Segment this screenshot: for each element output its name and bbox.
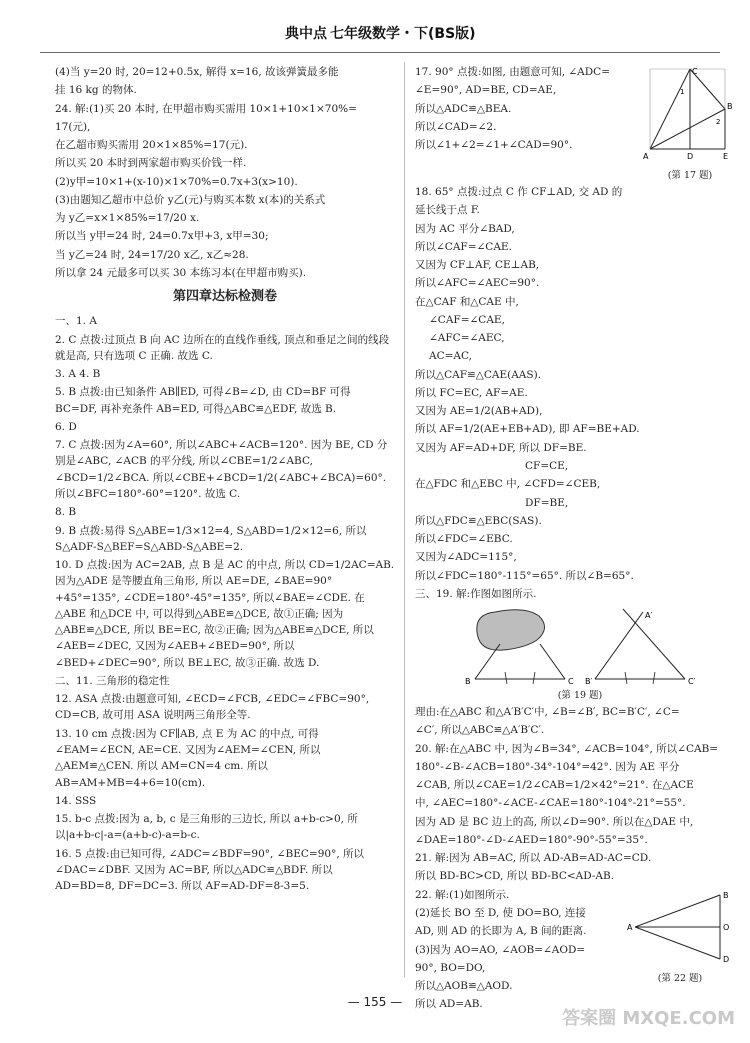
text-line: (3)由题知乙超市中总价 y乙(元)与购买本数 x(本)的关系式 [55, 193, 326, 206]
left-column [55, 64, 395, 896]
text-line: 为 y乙=x×1×85%=17/20 x. [55, 212, 200, 225]
text-line: 因为 AC 平分∠BAD, [415, 222, 515, 235]
answer-item: 5. B 点拨:由已知条件 AB∥ED, 可得∠B=∠D, 由 CD=BF 可得 BC=DF, 再补充条件 AB=ED, 可得△ABC≌△EDF, 故选 B. [55, 386, 351, 415]
q21-block [415, 850, 745, 885]
answer-item: 2. C 点拨:过顶点 B 向 AC 边所在的直线作垂线, 顶点和垂足之间的线段就是高, 只有选项 C 正确. 故选 C. [55, 333, 390, 362]
text-line: 当 y乙=24 时, 24=17/20 x乙, x乙≈28. [55, 248, 249, 261]
text-line: 21. 解:因为 AB=AC, 所以 AD-AB=AD-AC=CD. [415, 852, 652, 865]
svg-text:B: B [727, 102, 733, 111]
text-line: 所以∠CAD=∠2. [415, 120, 497, 133]
answer-item: 9. B 点拨:易得 S△ABE=1/3×12=4, S△ABD=1/2×12=6, 所以 S△ADF-S△BEF=S△ABD-S△ABE=2. [55, 524, 367, 553]
text-line: 延长线于点 F. [415, 204, 480, 217]
text-line: 所以∠AFC=∠AEC=90°. [415, 277, 540, 290]
svg-text:E: E [723, 152, 729, 161]
header-rule [40, 52, 720, 53]
q17-block [415, 64, 745, 184]
text-line: 180°-∠B-∠ACB=180°-34°-104°=42°. 因为 AE 平分 [415, 760, 680, 773]
answer-item: 3. A 4. B [55, 368, 101, 381]
text-line: 在乙超市购买需用 20×1×85%=17(元). [55, 139, 248, 152]
figure-17-caption: (第 17 题) [667, 170, 713, 182]
text-line: 24. 解:(1)买 20 本时, 在甲超市购买需用 10×1+10×1×70%= [55, 102, 357, 115]
figure-19-caption: (第 19 题) [557, 690, 603, 702]
text-line: (2)延长 BO 至 D, 使 DO=BO, 连接 [415, 907, 586, 919]
answer-item: 12. ASA 点拨:由题意可知, ∠ECD=∠FCB, ∠EDC=∠FBC=90°, CD=CB, 故可用 ASA 说明两三角形全等. [55, 693, 370, 722]
text-line: 90°, BO=DO, [415, 961, 486, 974]
answer-item: 10. D 点拨:因为 AC=2AB, 点 B 是 AC 的中点, 所以 CD=1/2AC=AB. 因为△ADE 是等腰直角三角形, 所以 AE=DE, ∠BAE=90°+45°=135°, ∠CDE=180°-45°=135°, 所以∠BAE=∠CDE. 在△ABE 和△DCE 中, 可以得到△ABE≌△DCE, 故①正确; 因为△ABE≌△DCE, 所以 BE=EC, 故②正确; 因为△ABE≌△DCE, 所以∠AEB=∠DEC, 又因为∠AEB+∠BED=90°, 所以∠BED+∠DEC=90°, 所以 BE⊥EC, 故③正确. 故选 D. [55, 559, 395, 669]
text-line: 所以 AD=AB. [415, 998, 483, 1011]
text-line: 所以 AF=1/2(AE+EB+AD), 即 AF=BE+AD. [415, 423, 640, 436]
figure-17-diagram [640, 64, 736, 164]
answer-item: 7. C 点拨:因为∠A=60°, 所以∠ABC+∠ACB=120°. 因为 BE, CD 分别是∠ABC, ∠ACB 的平分线, 所以∠CBE=1/2∠ABC, ∠BCD=1/2∠BCA. 所以∠CBE+∠BCD=1/2(∠ABC+∠BCA)=60°. 所以∠BFC=180°-60°=120°. 故选 C. [55, 439, 388, 500]
svg-text:C′: C′ [688, 677, 696, 685]
text-line: 又因为 AF=AD+DF, 所以 DF=BE. [415, 441, 587, 454]
text-line: 所以拿 24 元最多可以买 30 本练习本(在甲超市购买). [55, 266, 307, 279]
answer-item: 一、1. A [55, 315, 97, 328]
text-line: 所以∠CAF=∠CAE. [415, 240, 512, 253]
text-line: 所以当 y甲=24 时, 24=0.7x甲+3, x甲=30; [55, 230, 269, 243]
answer-list [55, 313, 395, 894]
svg-text:A′: A′ [645, 611, 653, 621]
q19-heading: 三、19. 解:作图如图所示. [415, 587, 537, 600]
text-line: 所以△FDC≌△EBC(SAS). [415, 514, 542, 527]
figure-17 [640, 64, 740, 184]
answer-item: 6. D [55, 420, 77, 433]
svg-text:2: 2 [716, 118, 721, 126]
text-line: ∠E=90°, AD=BE, CD=AE, [415, 84, 557, 97]
text-line: 所以∠FDC=∠EBC. [415, 533, 513, 546]
text-line: CF=CE, [525, 459, 569, 472]
text-line: (2)y甲=10×1+(x-10)×1×70%=0.7x+3(x>10). [55, 175, 298, 188]
svg-text:C: C [568, 677, 574, 685]
text-line: ∠C′, 所以△ABC≌△A′B′C′. [415, 724, 545, 737]
text-line: 17(元), [55, 120, 91, 133]
svg-text:B′: B′ [585, 677, 593, 685]
q20-block [415, 741, 745, 849]
text-line: DF=BE, [525, 496, 569, 509]
text-line: 22. 解:(1)如图所示. [415, 888, 510, 901]
svg-text:O: O [723, 922, 730, 932]
q17-text [415, 64, 640, 184]
svg-text:A: A [643, 152, 649, 161]
text-line: 又因为 CF⊥AF, CE⊥AB, [415, 259, 540, 272]
text-line: 所以 BD-BC>CD, 所以 BD-BC<AD-AB. [415, 870, 615, 883]
text-line: 所以△CAF≌△CAE(AAS). [415, 368, 542, 381]
text-line: 又因为∠ADC=115°, [415, 551, 517, 564]
text-line: 20. 解:在△ABC 中, 因为∠B=34°, ∠ACB=104°, 所以∠CAB= [415, 742, 719, 755]
text-line: 挂 16 kg 的物体. [55, 84, 137, 97]
text-line: 因为 AD 是 BC 边上的高, 所以∠D=90°. 所以在△DAE 中, [415, 815, 694, 828]
svg-text:C: C [692, 67, 698, 76]
svg-text:1: 1 [680, 88, 685, 96]
watermark-logo: 答案圈 MXQE.COM [562, 1008, 735, 1030]
answer-item: 15. b-c 点拨:因为 a, b, c 是三角形的三边长, 所以 a+b-c>0, 所以|a+b-c|-a=(a+b-c)-a=b-c. [55, 813, 358, 842]
page-number: — 155 — [347, 995, 403, 1009]
text-line: (4)当 y=20 时, 20=12+0.5x, 解得 x=16, 故该弹簧最多能 [55, 66, 339, 78]
book-title: 七年级数学・下(BS版) [330, 26, 476, 42]
text-line: AC=AC, [429, 350, 472, 363]
answer-item: 14. SSS [55, 794, 97, 807]
text-line: 又因为 AE=1/2(AB+AD), [415, 405, 543, 418]
right-column [415, 64, 745, 1015]
text-line: 所以∠1+∠2=∠1+∠CAD=90°. [415, 139, 573, 152]
text-line: 所以△AOB≌△AOD. [415, 980, 513, 993]
section-title: 第四章达标检测卷 [172, 289, 277, 305]
text-line: 在△CAF 和△CAE 中, [415, 295, 519, 308]
column-divider [404, 62, 405, 977]
svg-text:D: D [687, 152, 694, 161]
answer-item: 16. 5 点拨:由已知可得, ∠ADC=∠BDF=90°, ∠BEC=90°, 所以∠DAC=∠DBF. 又因为 AC=BF, 所以△ADC≌△BDF. 所以 AD=BD=8, DF=DC=3. 所以 AF=AD-DF=8-3=5. [55, 847, 364, 893]
answer-item: 8. B [55, 506, 77, 519]
answer-item: 13. 10 cm 点拨:因为 CF∥AB, 点 E 为 AC 的中点, 可得∠EAM=∠ECN, AE=CE. 又因为∠AEM=∠CEN, 所以△AEM≌△CEN. 所以 AM=CN=4 cm. 所以 AB=AM+MB=4+6=10(cm). [55, 727, 321, 789]
text-line: ∠DAE=180°-∠D-∠AED=180°-90°-55°=35°. [415, 833, 648, 846]
answer-item: 二、11. 三角形的稳定性 [55, 674, 170, 687]
text-line: 在△FDC 和△EBC 中, ∠CFD=∠CEB, [415, 478, 601, 491]
text-line: 理由:在△ABC 和△A′B′C′中, ∠B=∠B′, BC=B′C′, ∠C= [415, 706, 680, 719]
text-line: 所以买 20 本时到两家超市购买价钱一样. [55, 157, 247, 170]
figure-19 [455, 604, 745, 704]
book-logo: 典中点 [285, 26, 327, 42]
text-line: ∠CAB, 所以∠CAE=1/2∠CAB=1/2×42°=21°. 在△ACE [415, 779, 694, 792]
text-line: (3)因为 AO=AO, ∠AOB=∠AOD= [415, 943, 586, 956]
text-line: ∠CAF=∠CAE, [429, 313, 505, 326]
svg-text:D: D [723, 954, 730, 964]
text-line: 18. 65° 点拨:过点 C 作 CF⊥AD, 交 AD 的 [415, 185, 623, 198]
text-line: 所以 FC=EC, AF=AE. [415, 386, 528, 399]
text-line: 所以∠FDC=180°-115°=65°. 所以∠B=65°. [415, 569, 634, 582]
page-header [0, 22, 750, 54]
q18-block [415, 184, 745, 584]
figure-22-diagram [625, 887, 735, 967]
svg-text:B: B [465, 677, 471, 685]
text-line: 所以△ADC≌△BEA. [415, 102, 512, 115]
text-line: 中, ∠AEC=180°-∠ACE-∠CAE=180°-104°-21°=55°. [415, 797, 686, 810]
q23-24-block [55, 64, 395, 281]
text-line: ∠AFC=∠AEC, [429, 332, 505, 345]
figure-19-diagram [455, 604, 705, 684]
text-line: 17. 90° 点拨:如图, 由题意可知, ∠ADC= [415, 66, 611, 78]
figure-22-caption: (第 22 题) [657, 973, 703, 984]
text-line: AD, 则 AD 的长即为 A, B 间的距离. [415, 925, 587, 938]
svg-text:B: B [723, 890, 729, 900]
svg-text:A: A [627, 922, 633, 932]
